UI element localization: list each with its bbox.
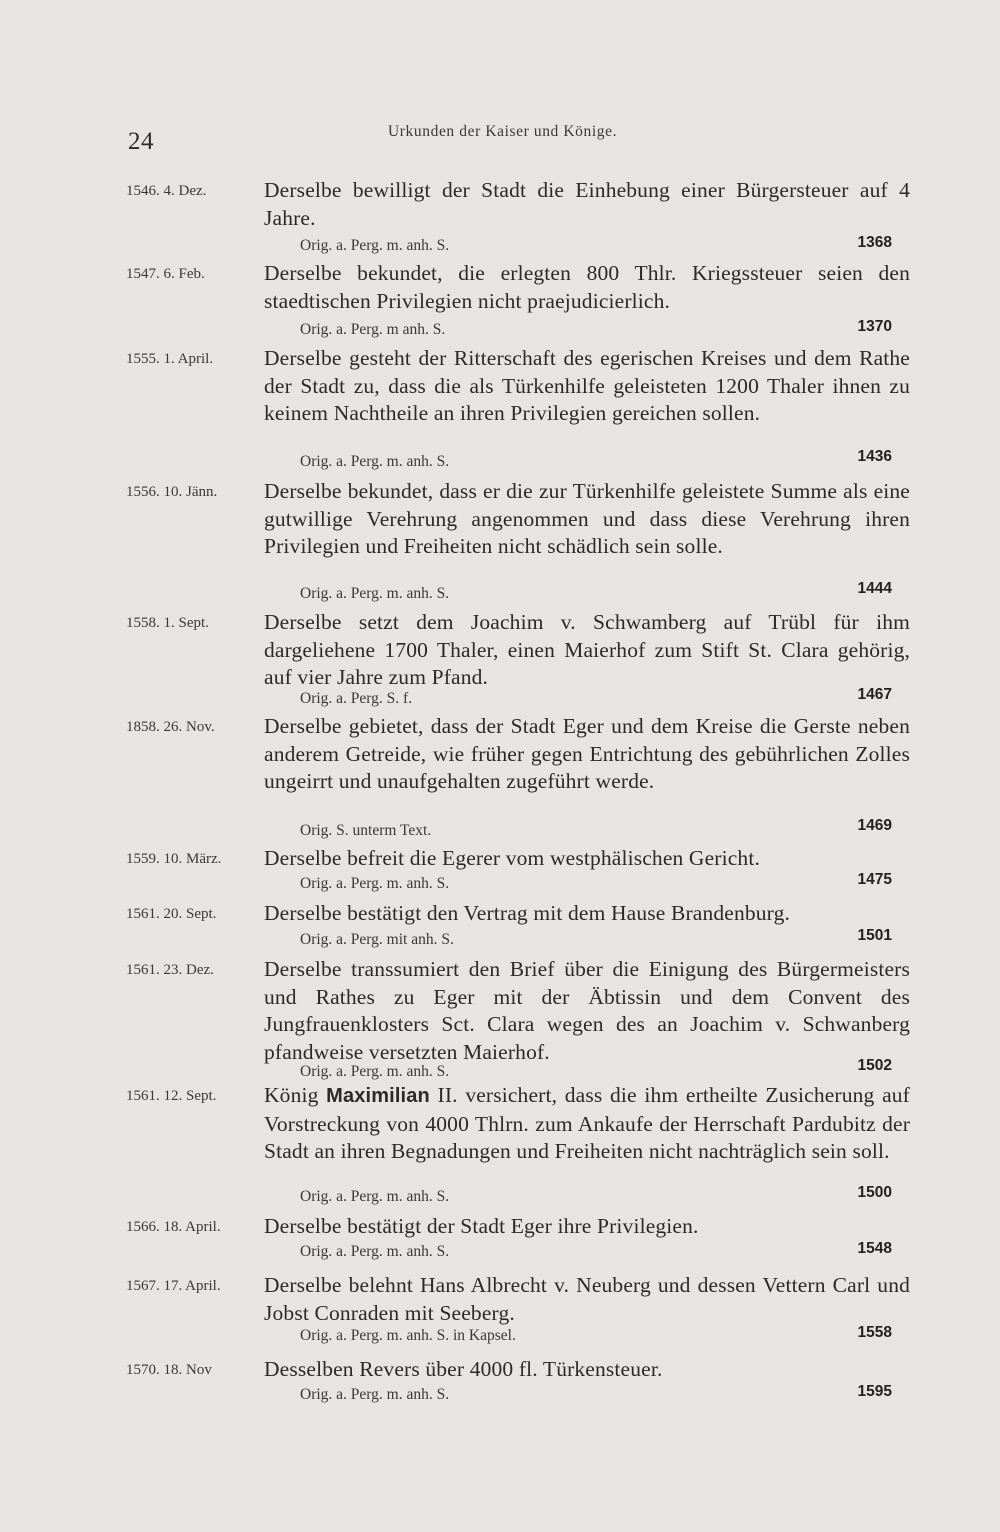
- entry-text: Derselbe transsumiert den Brief über die Einigung des Bürgermeisters und Rathes zu Eger mit der Äbtissin und dem Convent des Jungfrauenklosters Sct. Clara wegen des an Joachim v. Schwanberg pfandweise versetzten Maierhof.: [264, 957, 910, 1064]
- entry-source: Orig. a. Perg. m. anh. S.: [300, 1063, 450, 1080]
- entry-number: 1467: [857, 686, 892, 703]
- entry-number: 1475: [857, 871, 892, 888]
- entry-number: 1368: [857, 234, 892, 251]
- entry-text-rest: II. versichert, dass die ihm ertheilte Zusicherung auf Vorstreckung von 4000 Thlrn. zum Ankaufe der Herrschaft Pardubitz der Stadt an ihren Begnadungen und Freiheiten nicht nachträglich sein soll.: [264, 1083, 910, 1163]
- entry-number: 1469: [857, 817, 892, 834]
- entry-date: 1566. 18. April.: [126, 1219, 221, 1235]
- entry-date: 1561. 12. Sept.: [126, 1088, 217, 1104]
- entry-number: 1595: [857, 1383, 892, 1400]
- entry-number: 1548: [857, 1240, 892, 1257]
- ruler-name: Maximilian: [326, 1085, 430, 1107]
- entry-text: [264, 1082, 910, 1166]
- entry-number: 1436: [857, 448, 892, 465]
- entry-date: 1570. 18. Nov: [126, 1362, 212, 1378]
- entry-number: 1501: [857, 927, 892, 944]
- entry-text: Derselbe bestätigt den Vertrag mit dem Hause Brandenburg.: [264, 901, 790, 925]
- entry-date: 1556. 10. Jänn.: [126, 484, 218, 500]
- entry-number: 1370: [857, 318, 892, 335]
- entry-source: Orig. a. Perg. m. anh. S.: [300, 237, 450, 254]
- entry-source: Orig. a. Perg. S. f.: [300, 690, 413, 707]
- entry-source: Orig. a. Perg. m anh. S.: [300, 321, 446, 338]
- entry-source: Orig. a. Perg. m. anh. S. in Kapsel.: [300, 1327, 516, 1344]
- entry-number: 1502: [857, 1057, 892, 1074]
- entry-date: 1561. 23. Dez.: [126, 962, 214, 978]
- entry-source: Orig. S. unterm Text.: [300, 822, 432, 839]
- entry-text: Derselbe gesteht der Ritterschaft des egerischen Kreises und dem Rathe der Stadt zu, dass die als Türkenhilfe geleisteten 1200 Thaler ihnen zu keinem Nachtheile an ihren Privilegien gereichen sollen.: [264, 346, 910, 425]
- entry-text-lead: König: [264, 1083, 327, 1107]
- entry-date: 1558. 1. Sept.: [126, 615, 209, 631]
- entry-source: Orig. a. Perg. m. anh. S.: [300, 1188, 450, 1205]
- entry-source: Orig. a. Perg. m. anh. S.: [300, 585, 450, 602]
- entry-date: 1559. 10. März.: [126, 851, 222, 867]
- running-head: Urkunden der Kaiser und Könige.: [388, 123, 618, 140]
- entry-date: 1858. 26. Nov.: [126, 719, 215, 735]
- entry-source: Orig. a. Perg. m. anh. S.: [300, 875, 450, 892]
- entry-source: Orig. a. Perg. m. anh. S.: [300, 1243, 450, 1260]
- entry-source: Orig. a. Perg. m. anh. S.: [300, 1386, 450, 1403]
- entry-text: Derselbe bekundet, dass er die zur Türkenhilfe geleistete Summe als eine gutwillige Verehrung angenommen und dass diese Verehrung ihren Privilegien und Freiheiten nicht schädlich sein solle.: [264, 479, 910, 558]
- entry-date: 1567. 17. April.: [126, 1278, 221, 1294]
- entry-date: 1561. 20. Sept.: [126, 906, 217, 922]
- entry-text: Derselbe bestätigt der Stadt Eger ihre Privilegien.: [264, 1214, 699, 1238]
- entry-text: Desselben Revers über 4000 fl. Türkensteuer.: [264, 1357, 663, 1381]
- entry-date: 1546. 4. Dez.: [126, 183, 207, 199]
- entry-text: Derselbe setzt dem Joachim v. Schwamberg auf Trübl für ihm dargeliehene 1700 Thaler, einen Maierhof zum Stift St. Clara gehörig, auf vier Jahre zum Pfand.: [264, 610, 910, 689]
- entry-number: 1558: [857, 1324, 892, 1341]
- entry-text: Derselbe bekundet, die erlegten 800 Thlr. Kriegssteuer seien den staedtischen Privilegien nicht praejudicierlich.: [264, 261, 910, 313]
- entry-source: Orig. a. Perg. m. anh. S.: [300, 453, 450, 470]
- entry-text: Derselbe befreit die Egerer vom westphälischen Gericht.: [264, 846, 760, 870]
- page-number: 24: [128, 128, 154, 155]
- entry-date: 1547. 6. Feb.: [126, 266, 205, 282]
- entry-text: Derselbe belehnt Hans Albrecht v. Neuberg und dessen Vettern Carl und Jobst Conraden mit Seeberg.: [264, 1273, 910, 1325]
- entry-text: Derselbe bewilligt der Stadt die Einhebung einer Bürgersteuer auf 4 Jahre.: [264, 178, 910, 230]
- entry-number: 1444: [857, 580, 892, 597]
- entry-date: 1555. 1. April.: [126, 351, 214, 367]
- entry-number: 1500: [857, 1184, 892, 1201]
- entry-text: Derselbe gebietet, dass der Stadt Eger und dem Kreise die Gerste neben anderem Getreide, wie früher gegen Entrichtung des gebührlichen Zolles ungeirrt und unaufgehalten zugeführt werde.: [264, 714, 910, 793]
- entry-source: Orig. a. Perg. mit anh. S.: [300, 931, 454, 948]
